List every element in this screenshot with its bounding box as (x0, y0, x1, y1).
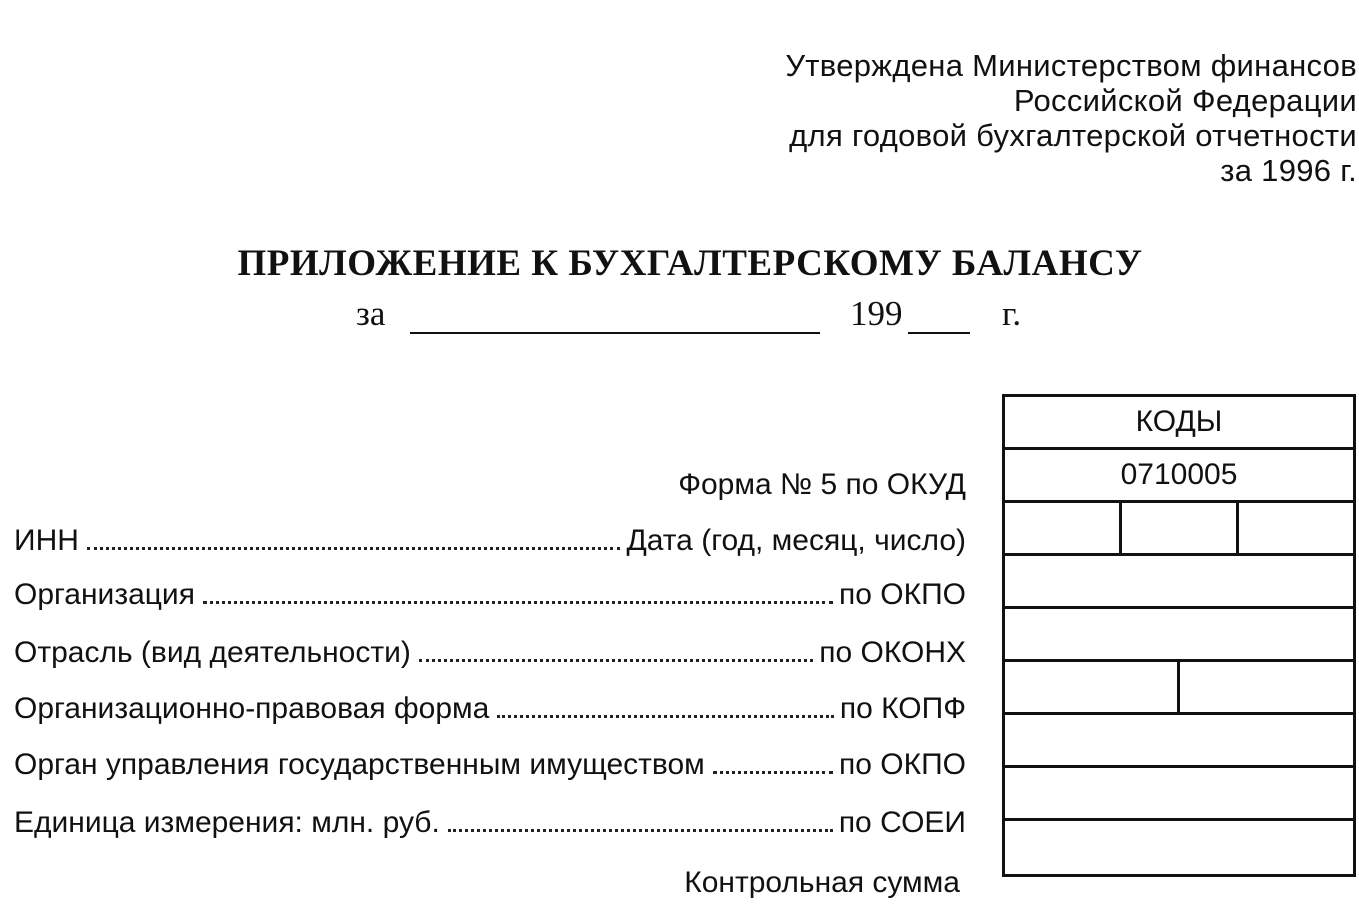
organization-fill-line[interactable] (203, 601, 833, 604)
codes-kopf-cell-2[interactable] (1180, 662, 1353, 712)
form-row-checksum (14, 860, 960, 900)
checksum-label: Контрольная сумма (684, 866, 960, 899)
state-property-label: Орган управления государственным имуществом (14, 748, 705, 781)
period-year-blank-field[interactable] (908, 332, 970, 334)
period-prefix: за (356, 294, 386, 333)
codes-checksum-cell[interactable] (1005, 821, 1353, 874)
inn-code-label: Дата (год, месяц, число) (626, 524, 966, 557)
document-title: ПРИЛОЖЕНИЕ К БУХГАЛТЕРСКОМУ БАЛАНСУ (237, 243, 1143, 284)
reporting-period (0, 294, 1359, 342)
organization-label: Организация (14, 578, 195, 611)
legal-form-code-label: по КОПФ (839, 692, 966, 725)
codes-kopf-cell-1[interactable] (1005, 662, 1180, 712)
codes-table (1002, 394, 1356, 877)
codes-date-day-cell[interactable] (1239, 503, 1353, 553)
state-property-fill-line[interactable] (713, 771, 833, 774)
approval-line-2: Российской Федерации (1013, 83, 1357, 118)
codes-soei-cell[interactable] (1005, 768, 1353, 821)
form-row-unit (14, 800, 966, 840)
legal-form-label: Организационно-правовая форма (14, 692, 490, 725)
approval-line-3: для годовой бухгалтерской отчетности (789, 118, 1357, 153)
unit-code-label: по СОЕИ (838, 806, 966, 839)
state-property-code-label: по ОКПО (839, 748, 966, 781)
form-row-inn (14, 518, 966, 558)
form-row-legal-form (14, 686, 966, 726)
okud-label: Форма № 5 по ОКУД (678, 468, 966, 501)
codes-okonh-cell[interactable] (1005, 609, 1353, 662)
codes-date-row (1005, 503, 1353, 556)
codes-date-year-cell[interactable] (1005, 503, 1122, 553)
codes-okpo-cell[interactable] (1005, 556, 1353, 609)
inn-label: ИНН (14, 524, 79, 557)
approval-notice (785, 48, 1357, 188)
period-suffix: г. (1002, 294, 1022, 333)
codes-date-month-cell[interactable] (1122, 503, 1239, 553)
organization-code-label: по ОКПО (839, 578, 966, 611)
industry-code-label: по ОКОНХ (819, 636, 966, 669)
unit-label: Единица измерения: млн. руб. (14, 806, 440, 839)
form-row-okud (14, 462, 966, 502)
approval-line-4: за 1996 г. (1220, 153, 1357, 188)
codes-header: КОДЫ (1005, 397, 1353, 450)
industry-label: Отрасль (вид деятельности) (14, 636, 411, 669)
approval-line-1: Утверждена Министерством финансов (785, 48, 1357, 83)
codes-state-okpo-cell[interactable] (1005, 715, 1353, 768)
period-blank-field[interactable] (410, 332, 820, 334)
codes-okud-value: 0710005 (1005, 450, 1353, 503)
industry-fill-line[interactable] (419, 659, 813, 662)
form-row-organization (14, 572, 966, 612)
form-row-state-property (14, 742, 966, 782)
codes-kopf-row (1005, 662, 1353, 715)
inn-fill-line[interactable] (87, 547, 621, 550)
unit-fill-line[interactable] (448, 829, 833, 832)
period-year-prefix: 199 (850, 294, 903, 333)
legal-form-fill-line[interactable] (497, 715, 834, 718)
form-row-industry (14, 630, 966, 670)
